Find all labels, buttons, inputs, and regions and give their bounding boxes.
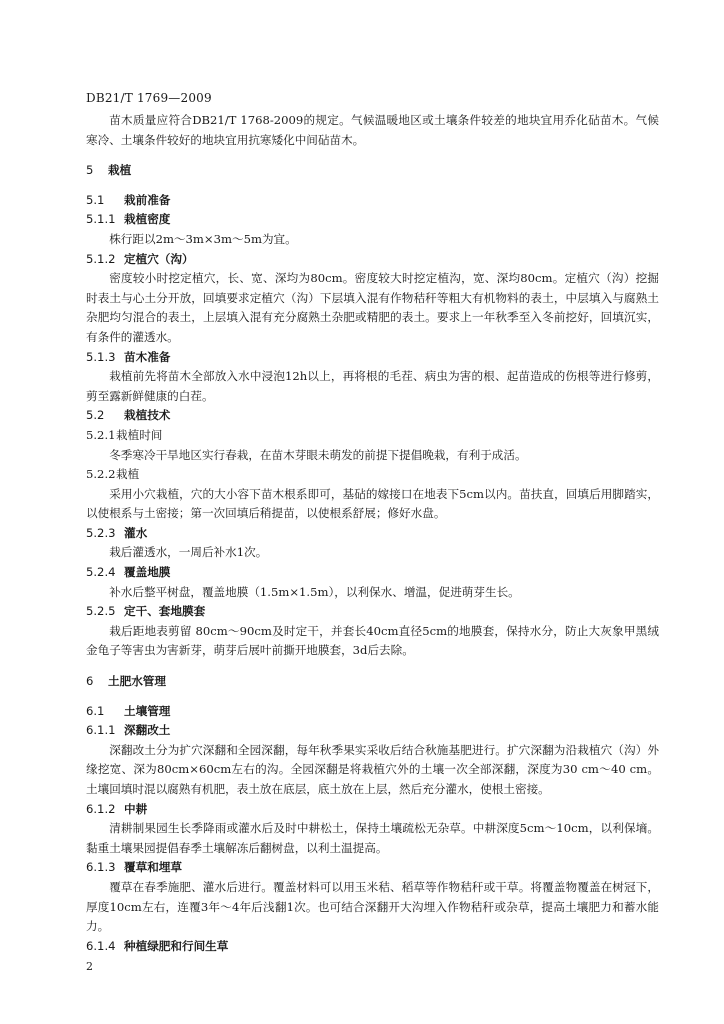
section-heading [86,937,659,957]
body-paragraph: 补水后整平树盘，覆盖地膜（1.5m×1.5m），以利保水、增温，促进萌芽生长。 [109,584,520,599]
section-number: 5.2 [86,408,105,423]
section-heading [86,406,659,426]
section-title: 定干、套地膜套 [124,604,206,619]
section-heading [86,721,659,741]
section-heading [86,858,659,878]
section-title: 深翻改土 [124,723,171,738]
chapter-heading [86,672,659,692]
body-paragraph: 深翻改土分为扩穴深翻和全园深翻，每年秋季果实采收后结合秋施基肥进行。扩穴深翻为沿栽植穴（沟）外缘挖宽、深为80cm×60cm左右的沟。全园深翻是将栽植穴外的土壤一次全部深翻，深度为30 cm～40 cm。土壤回填时混以腐熟有机肥，表土放在底层，底土放在上层，然后充分灌水，使根土密接。 [86,742,659,796]
section-number: 5.2.2 [86,467,116,482]
section-heading [86,426,659,446]
section-title: 覆草和埋草 [124,860,182,875]
body-paragraph: 栽后灌透水，一周后补水1次。 [109,545,268,560]
document-header-id: DB21/T 1769—2009 [86,91,212,105]
page-number: 2 [86,960,93,973]
section-number: 5 [86,163,94,178]
body-paragraph: 栽后距地表剪留 80cm～90cm及时定干，并套长40cm直径5cm的地膜套，保持水分，防止大灰象甲黑绒金龟子等害虫为害新芽，萌芽后展叶前撕开地膜套，3d后去除。 [86,623,659,658]
document-body [86,111,659,956]
section-title: 中耕 [124,801,148,816]
section-title: 覆盖地膜 [124,565,171,580]
section-heading [86,348,659,368]
body-paragraph: 密度较小时挖定植穴，长、宽、深均为80cm。密度较大时挖定植沟，宽、深均80cm。定植穴（沟）挖掘时表土与心土分开放，回填要求定植穴（沟）下层填入混有作物秸秆等粗大有机物料的表土，中层填入与腐熟土杂肥均匀混合的表土，上层填入混有充分腐熟土杂肥或精肥的表土。要求上一年秋季至入冬前挖好，回填沉实，有条件的灌透水。 [86,271,659,344]
section-number: 5.2.3 [86,525,116,540]
section-number: 6.1.1 [86,723,116,738]
body-paragraph: 覆草在春季施肥、灌水后进行。覆盖材料可以用玉米秸、稻草等作物秸秆或干草。将覆盖物覆盖在树冠下，厚度10cm左右，连覆3年～4年后浅翻1次。也可结合深翻开大沟埋入作物秸秆或杂草，提高土壤肥力和蓄水能力。 [86,879,659,934]
section-heading [86,602,659,622]
section-heading [86,250,659,270]
section-heading [86,702,659,722]
section-heading [86,465,659,485]
body-paragraph: 苗木质量应符合DB21/T 1768-2009的规定。气候温暖地区或土壤条件较差的地块宜用乔化砧苗木。气候寒冷、土壤条件较好的地块宜用抗寒矮化中间砧苗木。 [86,113,659,147]
section-title: 栽植密度 [124,212,171,227]
section-number: 5.2.4 [86,565,116,580]
section-title: 定植穴（沟） [124,251,194,266]
section-number: 5.1.1 [86,212,116,227]
section-title: 土壤管理 [124,703,171,718]
section-title: 栽植 [116,467,140,482]
section-number: 6.1 [86,703,105,718]
section-number: 6.1.4 [86,938,116,953]
section-number: 6.1.2 [86,801,116,816]
body-paragraph: 采用小穴栽植，穴的大小容下苗木根系即可，基砧的嫁接口在地表下5cm以内。苗扶直，回填后用脚踏实，以使根系与土密接；第一次回填后稍提苗，以使根系舒展；修好水盘。 [86,486,659,521]
chapter-heading [86,161,659,181]
section-heading [86,563,659,583]
body-paragraph: 清耕制果园生长季降雨或灌水后及时中耕松土，保持土壤疏松无杂草。中耕深度5cm～10cm，以利保墒。黏重土壤果园提倡春季土壤解冻后翻树盘，以利土温提高。 [86,821,659,855]
section-number: 6 [86,674,94,689]
section-number: 5.1.3 [86,349,116,364]
section-title: 栽植技术 [124,408,171,423]
section-heading [86,800,659,820]
section-number: 5.2.5 [86,604,116,619]
section-title: 栽植 [108,163,132,178]
body-paragraph: 栽植前先将苗木全部放入水中浸泡12h以上，再将根的毛茬、病虫为害的根、起苗造成的伤根等进行修剪，剪至露新鲜健康的白茬。 [86,369,659,403]
section-heading [86,191,659,211]
section-heading [86,210,659,230]
section-title: 栽植时间 [116,427,163,442]
section-title: 种植绿肥和行间生草 [124,938,229,953]
section-heading [86,524,659,544]
section-number: 5.2.1 [86,427,116,442]
section-title: 栽前准备 [124,192,171,207]
section-title: 苗木准备 [124,349,171,364]
section-title: 灌水 [124,525,148,540]
section-number: 5.1 [86,192,105,207]
body-paragraph: 株行距以2m～3m×3m～5m为宜。 [109,231,297,246]
section-number: 5.1.2 [86,251,116,266]
body-paragraph: 冬季寒冷干旱地区实行春栽，在苗木芽眼未萌发的前提下提倡晚栽，有利于成活。 [109,447,527,462]
section-number: 6.1.3 [86,860,116,875]
section-title: 土肥水管理 [108,674,166,689]
